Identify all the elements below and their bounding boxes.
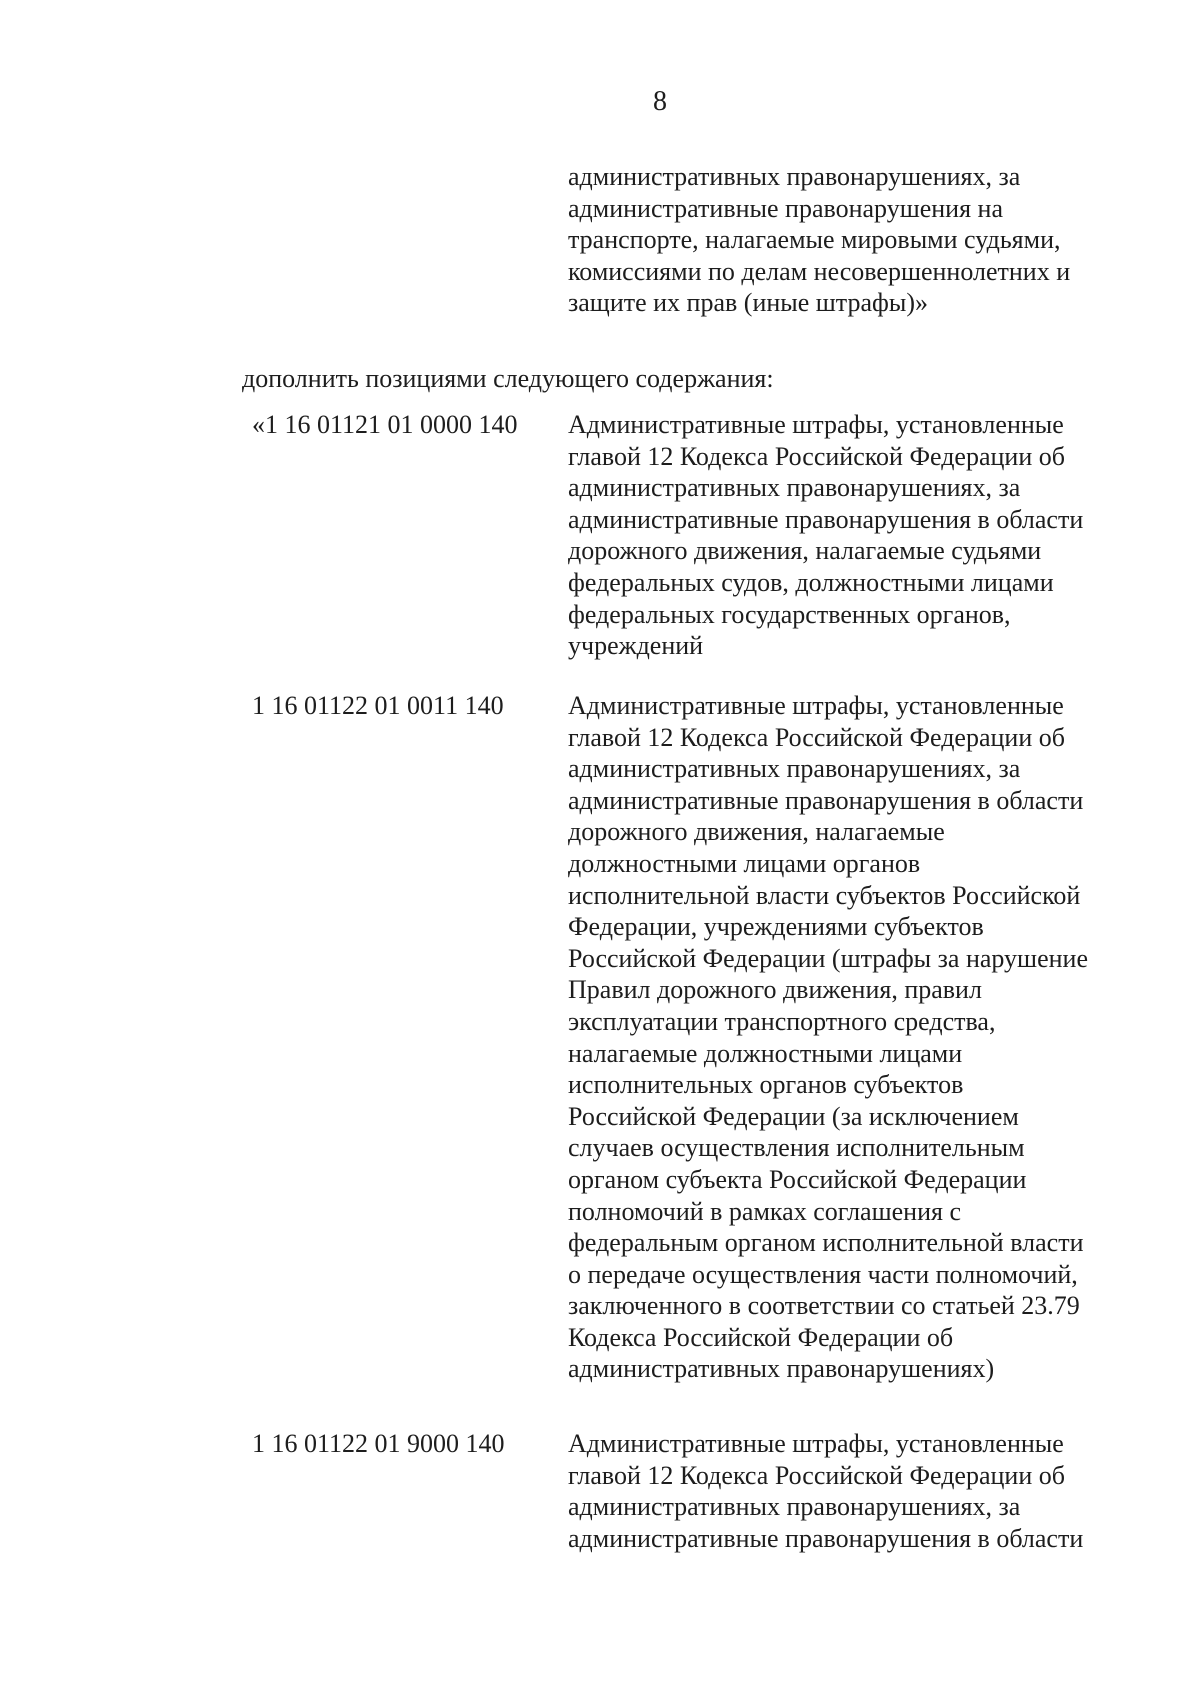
position-description: Административные штрафы, установленные главой 12 Кодекса Российской Федерации об административных правонарушениях, за административные правонарушения в области <box>568 1429 1084 1553</box>
position-description: Административные штрафы, установленные главой 12 Кодекса Российской Федерации об административных правонарушениях, за административные правонарушения в области дорожного движения, налагаемые должностными лицами органов исполнительной власти субъектов Российской Федерации, учреждениями субъектов Российской Федерации (штрафы за нарушение Правил дорожного движения, правил эксплуатации транспортного средства, налагаемые должностными лицами исполнительных органов субъектов Российской Федерации (за исключением случаев осуществления исполнительным органом субъекта Российской Федерации полномочий в рамках соглашения с федеральным органом исполнительной власти о передаче осуществления части полномочий, заключенного в соответствии со статьей 23.79 Кодекса Российской Федерации об административных правонарушениях) <box>568 691 1088 1384</box>
instruction-text: дополнить позициями следующего содержания: <box>242 364 774 393</box>
position-code: «1 16 01121 01 0000 140 <box>252 410 518 439</box>
page-number: 8 <box>653 86 667 117</box>
position-code: 1 16 01122 01 9000 140 <box>252 1429 505 1458</box>
previous-item-description: административных правонарушениях, за административные правонарушения на транспорте, налагаемые мировыми судьями, комиссиями по делам несовершеннолетних и защите их прав (иные штрафы)» <box>568 162 1071 318</box>
position-code: 1 16 01122 01 0011 140 <box>252 691 504 720</box>
position-description: Административные штрафы, установленные главой 12 Кодекса Российской Федерации об административных правонарушениях, за административные правонарушения в области дорожного движения, налагаемые судьями федеральных судов, должностными лицами федеральных государственных органов, учреждений <box>568 410 1084 661</box>
